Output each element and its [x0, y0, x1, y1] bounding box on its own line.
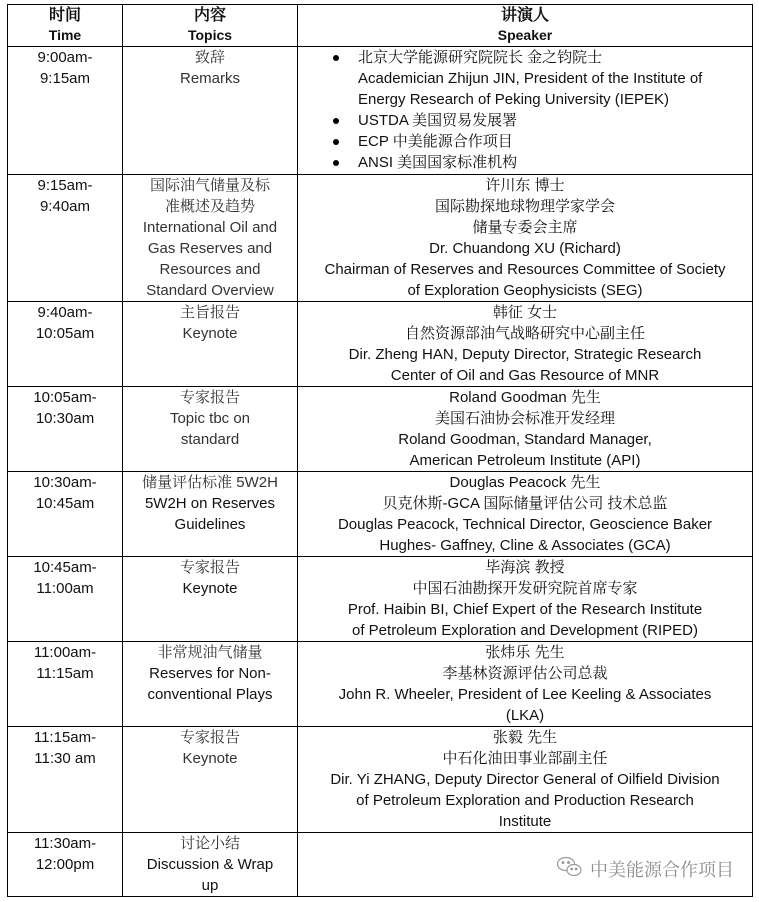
speaker-name: 毕海滨 教授: [485, 559, 565, 576]
speaker-line: ECP 中美能源合作项目: [358, 133, 513, 150]
header-time: [8, 5, 123, 47]
topic-line: 讨论小结: [179, 835, 240, 852]
topic-en: Remarks: [179, 70, 240, 87]
header-topics-en: Topics: [187, 27, 233, 43]
time-cell: [8, 833, 123, 897]
speaker-name: Roland Goodman 先生: [449, 389, 601, 406]
speaker-line: 美国石油协会标准开发经理: [434, 410, 615, 427]
topic-cell: [123, 387, 298, 472]
speaker-name: 许川东 博士: [485, 177, 565, 194]
speaker-line: Chairman of Reserves and Resources Committee of Society: [324, 261, 726, 278]
time-cell: [8, 557, 123, 642]
speaker-line: Dir. Zheng HAN, Deputy Director, Strategic Research: [348, 346, 702, 363]
speaker-name: 张炜乐 先生: [485, 644, 565, 661]
table-row: [8, 727, 753, 833]
table-row: [8, 557, 753, 642]
time-start: 9:00am-: [37, 49, 93, 66]
table-row: [8, 47, 753, 175]
topic-cell: [123, 833, 298, 897]
speaker-cell: [298, 175, 753, 302]
bullet-item: [358, 110, 750, 131]
speaker-cell: [298, 302, 753, 387]
speaker-cell: [298, 642, 753, 727]
topic-cell: [123, 47, 298, 175]
speaker-cell: [298, 47, 753, 175]
bullet-item: [358, 131, 750, 152]
time-end: 10:45am: [35, 495, 95, 512]
speaker-line: of Exploration Geophysicists (SEG): [407, 282, 643, 299]
time-end: 11:15am: [36, 665, 94, 682]
speaker-line: of Petroleum Exploration and Development (RIPED): [352, 622, 698, 639]
topic-cell: [123, 175, 298, 302]
header-speaker-en: Speaker: [497, 27, 553, 43]
time-end: 10:05am: [35, 325, 95, 342]
topic-line: 5W2H on Reserves: [144, 495, 276, 512]
table-row: [8, 387, 753, 472]
time-end: 9:40am: [39, 198, 91, 215]
topic-line: Keynote: [182, 325, 238, 342]
time-start: 9:40am-: [37, 304, 93, 321]
speaker-cell: [298, 557, 753, 642]
speaker-line: 中石化油田事业部副主任: [442, 750, 608, 767]
time-end: 10:30am: [35, 410, 95, 427]
table-row: [8, 472, 753, 557]
topic-line: International Oil and: [142, 219, 278, 236]
speaker-line: Dr. Chuandong XU (Richard): [429, 240, 621, 257]
time-cell: [8, 387, 123, 472]
speaker-line: Prof. Haibin BI, Chief Expert of the Research Institute: [347, 601, 703, 618]
time-cell: [8, 175, 123, 302]
speaker-line: 国际勘探地球物理学家学会: [434, 198, 615, 215]
wechat-icon: [556, 855, 584, 884]
topic-line: up: [201, 877, 219, 894]
table-row: [8, 642, 753, 727]
speaker-cell: [298, 727, 753, 833]
topic-line: 专家报告: [179, 389, 240, 406]
table-row: [8, 302, 753, 387]
header-time-zh: 时间: [48, 7, 81, 24]
time-start: 11:30am-: [33, 835, 97, 852]
speaker-line: USTDA 美国贸易发展署: [358, 112, 518, 129]
header-topics-zh: 内容: [193, 7, 226, 24]
topic-line: standard: [180, 431, 240, 448]
speaker-line: 李基林资源评估公司总裁: [442, 665, 608, 682]
header-time-en: Time: [48, 27, 82, 43]
topic-line: conventional Plays: [147, 686, 273, 703]
speaker-line: Center of Oil and Gas Resource of MNR: [390, 367, 660, 384]
speaker-bullet-list: [300, 47, 750, 173]
speaker-line: American Petroleum Institute (API): [409, 452, 641, 469]
speaker-line: Dir. Yi ZHANG, Deputy Director General of Oilfield Division: [330, 771, 720, 788]
speaker-line: 北京大学能源研究院院长 金之钧院士: [358, 49, 603, 66]
watermark-text: 中美能源合作项目: [590, 860, 734, 880]
topic-line: 主旨报告: [179, 304, 240, 321]
speaker-line: Academician Zhijun JIN, President of the Institute of: [358, 70, 703, 87]
topic-zh: 致辞: [194, 49, 225, 66]
speaker-line: Institute: [498, 813, 552, 830]
time-start: 10:05am-: [33, 389, 97, 406]
speaker-line: Douglas Peacock, Technical Director, Geoscience Baker: [337, 516, 713, 533]
topic-line: 准概述及趋势: [164, 198, 255, 215]
speaker-line: 储量专委会主席: [472, 219, 578, 236]
speaker-name: 韩征 女士: [492, 304, 558, 321]
time-end: 11:30 am: [34, 750, 96, 767]
topic-line: Standard Overview: [146, 282, 274, 299]
time-cell: [8, 472, 123, 557]
time-end: 9:15am: [39, 70, 91, 87]
speaker-cell: [298, 472, 753, 557]
time-start: 10:30am-: [33, 474, 97, 491]
topic-line: Discussion & Wrap: [146, 856, 274, 873]
topic-cell: [123, 302, 298, 387]
speaker-line: 自然资源部油气战略研究中心副主任: [404, 325, 645, 342]
topic-line: 专家报告: [179, 729, 240, 746]
agenda-table: [7, 4, 753, 897]
topic-line: Reserves for Non-: [149, 665, 271, 682]
topic-line: 非常规油气储量: [157, 644, 263, 661]
time-start: 11:00am-: [33, 644, 97, 661]
speaker-line: John R. Wheeler, President of Lee Keeling & Associates: [338, 686, 712, 703]
header-topics: [123, 5, 298, 47]
time-cell: [8, 727, 123, 833]
time-cell: [8, 642, 123, 727]
speaker-line: Roland Goodman, Standard Manager,: [398, 431, 652, 448]
topic-line: Guidelines: [174, 516, 246, 533]
table-row: [8, 175, 753, 302]
topic-line: Gas Reserves and: [147, 240, 273, 257]
topic-line: Keynote: [182, 750, 238, 767]
speaker-line: Energy Research of Peking University (IEPEK): [358, 91, 669, 108]
time-cell: [8, 302, 123, 387]
bullet-item: [358, 152, 750, 173]
time-end: 11:00am: [36, 580, 94, 597]
speaker-line: 中国石油勘探开发研究院首席专家: [412, 580, 638, 597]
topic-line: 专家报告: [179, 559, 240, 576]
speaker-line: of Petroleum Exploration and Production Research: [356, 792, 694, 809]
speaker-line: (LKA): [505, 707, 545, 724]
watermark: [556, 855, 734, 883]
topic-cell: [123, 472, 298, 557]
table-header-row: [8, 5, 753, 47]
topic-line: 国际油气储量及标: [149, 177, 270, 194]
topic-line: Resources and: [159, 261, 261, 278]
time-end: 12:00pm: [35, 856, 95, 873]
topic-line: Keynote: [182, 580, 238, 597]
time-start: 9:15am-: [37, 177, 93, 194]
topic-cell: [123, 727, 298, 833]
topic-line: Topic tbc on: [169, 410, 251, 427]
speaker-cell: [298, 387, 753, 472]
bullet-item: [358, 47, 750, 110]
topic-cell: [123, 557, 298, 642]
speaker-line: 贝克休斯-GCA 国际储量评估公司 技术总监: [382, 495, 668, 512]
time-start: 11:15am-: [33, 729, 97, 746]
topic-line: 储量评估标准 5W2H: [142, 474, 278, 491]
speaker-name: 张毅 先生: [492, 729, 558, 746]
header-speaker-zh: 讲演人: [500, 7, 549, 24]
speaker-line: ANSI 美国国家标准机构: [358, 154, 518, 171]
speaker-line: Hughes- Gaffney, Cline & Associates (GCA): [379, 537, 671, 554]
time-cell: [8, 47, 123, 175]
speaker-name: Douglas Peacock 先生: [449, 474, 601, 491]
time-start: 10:45am-: [33, 559, 97, 576]
header-speaker: [298, 5, 753, 47]
topic-cell: [123, 642, 298, 727]
